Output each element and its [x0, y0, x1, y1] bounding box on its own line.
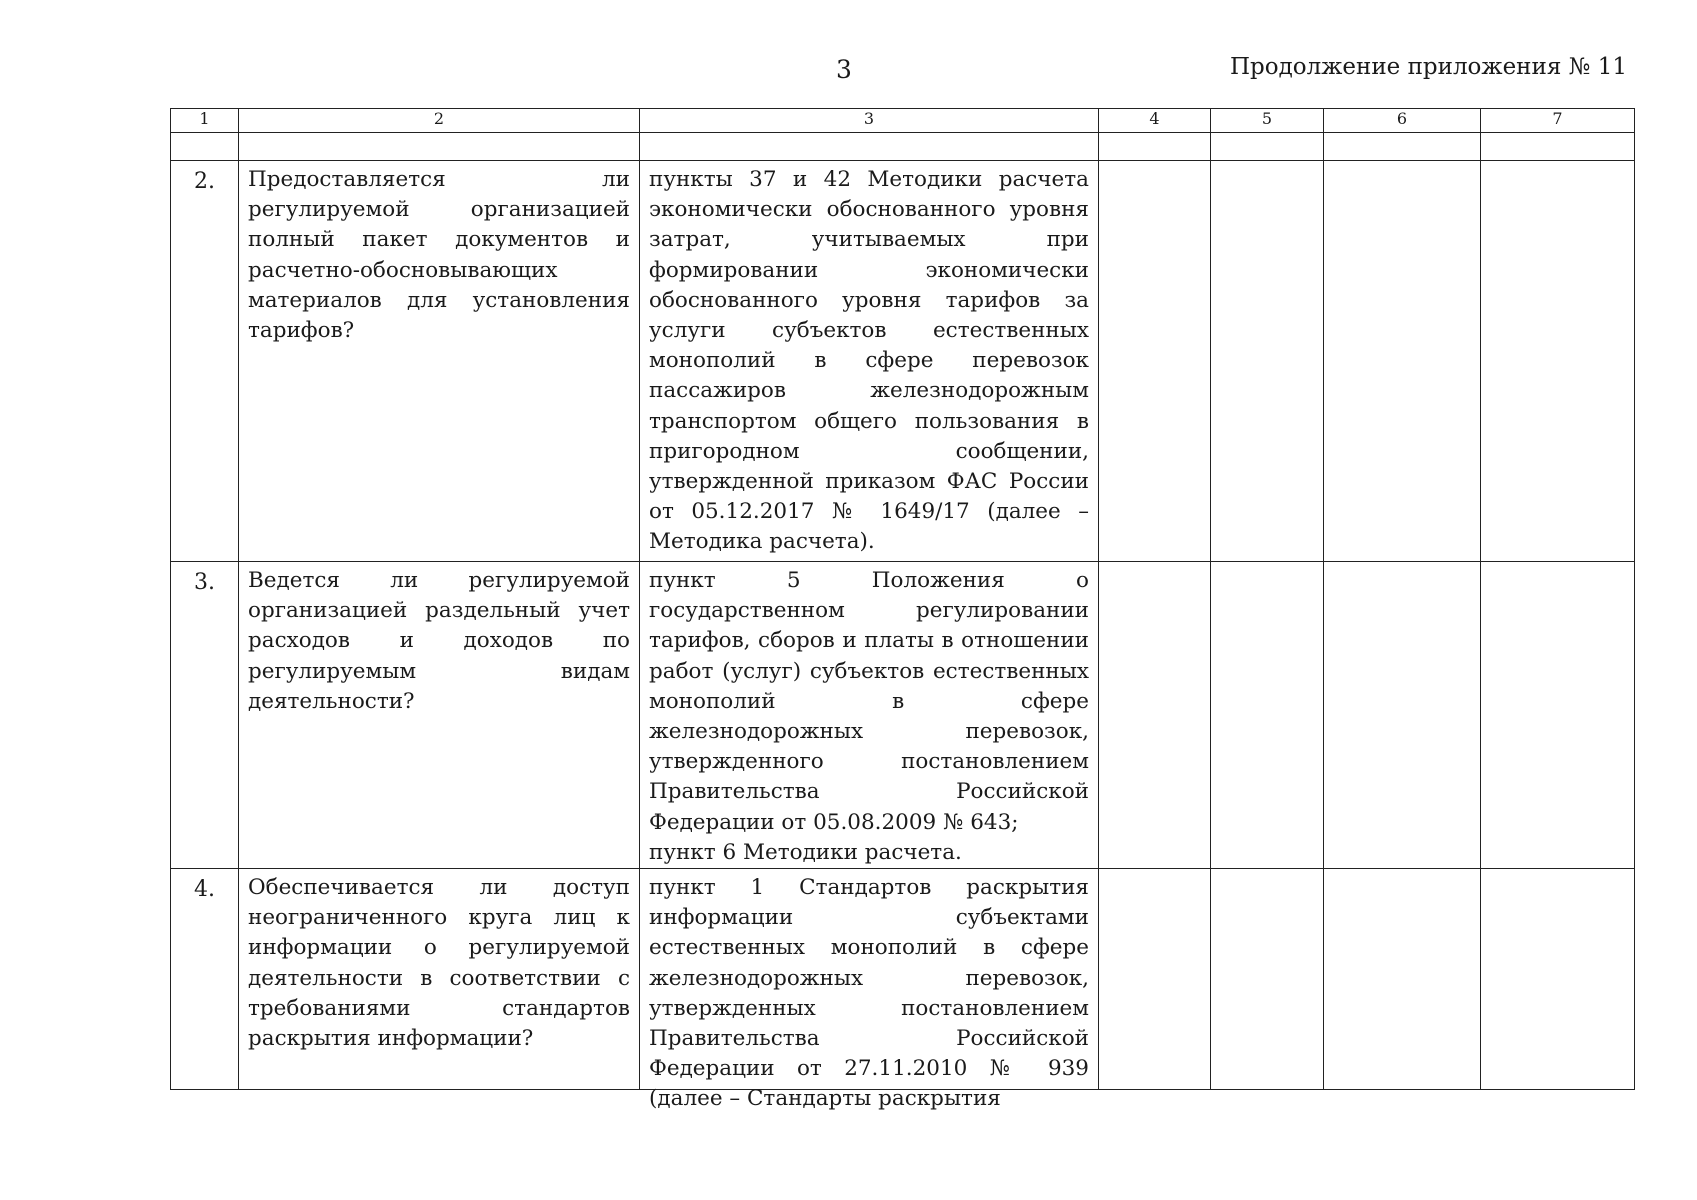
column-number: 7 [1481, 109, 1635, 133]
empty-cell [239, 133, 640, 161]
empty-row [171, 133, 1635, 161]
empty-cell [1481, 133, 1635, 161]
question-cell: Предоставляется ли регулируемой организацией полный пакет документов и расчетно-обосновывающих материалов для установления тарифов? [239, 161, 640, 562]
column-number-row [171, 109, 1635, 133]
empty-cell [1099, 161, 1211, 562]
empty-cell [1324, 161, 1481, 562]
appendix-continuation-label: Продолжение приложения № 11 [1229, 54, 1627, 80]
checklist-table [170, 108, 1635, 1112]
column-number: 5 [1211, 109, 1324, 133]
requisites-paragraph: пункт 6 Методики расчета. [649, 839, 962, 865]
requisites-paragraph: пункт 5 Положения о государственном регулировании тарифов, сборов и платы в отношении работ (услуг) субъектов естественных монополий в сфере железнодорожных перевозок, утвержденного постановлением Правительства Российской Федерации от 05.08.2009 № 643; [649, 568, 1089, 835]
table-row [171, 562, 1635, 869]
empty-cell [1211, 869, 1324, 1090]
empty-cell [1481, 562, 1635, 869]
row-number: 3. [171, 562, 239, 869]
row-number: 2. [171, 161, 239, 562]
column-number: 3 [640, 109, 1099, 133]
row-number: 4. [171, 869, 239, 1090]
empty-cell [1211, 562, 1324, 869]
empty-cell [1099, 133, 1211, 161]
empty-cell [1481, 161, 1635, 562]
empty-cell [1099, 869, 1211, 1090]
column-number: 2 [239, 109, 640, 133]
column-number: 4 [1099, 109, 1211, 133]
page-number: 3 [836, 55, 852, 84]
question-text: Обеспечивается ли доступ неограниченного круга лиц к информации о регулируемой деятельности в соответствии с требованиями стандартов раскрытия информации? [248, 875, 630, 1052]
empty-cell [1481, 869, 1635, 1090]
empty-cell [1324, 133, 1481, 161]
requisites-cell [640, 562, 1099, 869]
column-number: 1 [171, 109, 239, 133]
requisites-text: пункт 1 Стандартов раскрытия информации субъектами естественных монополий в сфере железнодорожных перевозок, утвержденных постановлением Правительства Российской Федерации от 27.11.2010 № 939 (далее – Стандарты раскрытия [649, 875, 1089, 1112]
requisites-cell: пункты 37 и 42 Методики расчета экономически обоснованного уровня затрат, учитываемых при формировании экономически обоснованного уровня тарифов за услуги субъектов естественных монополий в сфере перевозок пассажиров железнодорожным транспортом общего пользования в пригородном сообщении, утвержденной приказом ФАС России от 05.12.2017 № 1649/17 (далее – Методика расчета). [640, 161, 1099, 562]
table-row [171, 869, 1635, 1090]
question-cell [239, 869, 640, 1090]
table-row [171, 161, 1635, 562]
empty-cell [640, 133, 1099, 161]
empty-cell [1211, 133, 1324, 161]
requisites-cell [640, 869, 1099, 1112]
empty-cell [171, 133, 239, 161]
column-number: 6 [1324, 109, 1481, 133]
question-cell: Ведется ли регулируемой организацией раздельный учет расходов и доходов по регулируемым видам деятельности? [239, 562, 640, 869]
empty-cell [1324, 562, 1481, 869]
empty-cell [1324, 869, 1481, 1090]
empty-cell [1099, 562, 1211, 869]
empty-cell [1211, 161, 1324, 562]
